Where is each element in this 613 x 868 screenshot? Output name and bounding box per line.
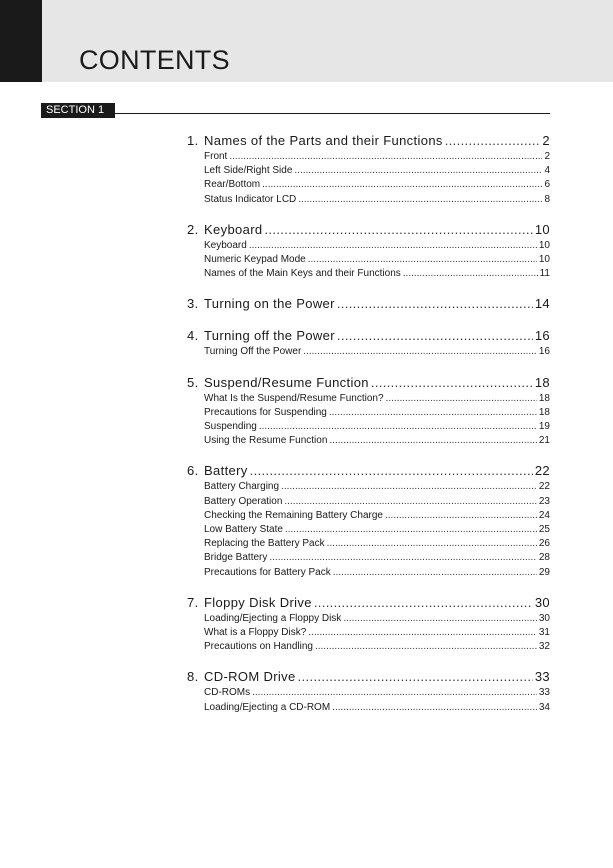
toc-chapter — [187, 593, 550, 655]
dot-leader — [298, 193, 542, 207]
chapter-number: 8. — [187, 669, 199, 685]
toc-chapter — [187, 294, 550, 313]
subentry-title: Precautions for Suspending — [204, 406, 327, 418]
toc-subentry[interactable] — [187, 434, 550, 448]
subentry-title: Numeric Keypad Mode — [204, 254, 306, 266]
dot-leader — [269, 551, 537, 565]
subentry-page-number: 23 — [538, 495, 550, 507]
toc-subentry[interactable] — [187, 640, 550, 654]
toc-subentry[interactable] — [187, 193, 550, 207]
section-label: SECTION 1 — [41, 103, 115, 118]
subentry-page-number: 10 — [538, 239, 550, 251]
subentry-title: Status Indicator LCD — [204, 193, 297, 205]
toc-chapter-entry[interactable] — [187, 593, 550, 612]
subentry-title: Front — [204, 151, 228, 162]
subentry-page-number: 31 — [538, 627, 550, 639]
dot-leader — [343, 612, 537, 626]
subentry-title: Bridge Battery — [204, 552, 268, 564]
subentry-page-number: 26 — [538, 538, 550, 550]
dot-leader — [285, 523, 537, 537]
dot-leader — [329, 434, 536, 448]
toc-subentry[interactable] — [187, 150, 550, 164]
chapter-number: 2. — [187, 221, 199, 237]
toc-subentry[interactable] — [187, 253, 550, 267]
chapter-title: Keyboard — [204, 221, 263, 237]
chapter-number: 5. — [187, 374, 199, 390]
toc-subentry[interactable] — [187, 345, 550, 359]
dot-leader — [332, 701, 537, 715]
chapter-title: Turning on the Power — [204, 296, 335, 312]
subentry-title: Using the Resume Function — [204, 435, 328, 447]
dot-leader — [333, 566, 537, 580]
chapter-title: Names of the Parts and their Functions — [204, 133, 443, 148]
subentry-title: Keyboard — [204, 239, 247, 251]
subentry-page-number: 11 — [539, 268, 550, 280]
dot-leader — [259, 420, 537, 434]
subentry-title: Loading/Ejecting a CD-ROM — [204, 701, 331, 713]
section-divider — [115, 113, 550, 114]
toc-subentry[interactable] — [187, 566, 550, 580]
subentry-title: What is a Floppy Disk? — [204, 627, 307, 639]
chapter-number: 1. — [187, 133, 199, 148]
subentry-page-number: 33 — [538, 687, 550, 699]
subentry-title: Names of the Main Keys and their Functions — [204, 268, 401, 280]
chapter-title: Suspend/Resume Function — [204, 374, 369, 390]
dot-leader — [281, 480, 537, 494]
subentry-page-number: 30 — [538, 612, 550, 624]
subentry-page-number: 34 — [538, 701, 550, 713]
toc-subentry[interactable] — [187, 164, 550, 178]
dot-leader — [403, 267, 538, 281]
subentry-page-number: 32 — [538, 641, 550, 653]
dot-leader — [308, 626, 537, 640]
subentry-page-number: 4 — [544, 165, 550, 177]
toc-subentry[interactable] — [187, 178, 550, 192]
subentry-title: CD-ROMs — [204, 687, 251, 699]
toc-chapter — [187, 667, 550, 714]
toc-subentry[interactable] — [187, 509, 550, 523]
dot-leader — [337, 326, 533, 345]
chapter-number: 7. — [187, 594, 199, 610]
subentry-page-number: 22 — [538, 481, 550, 493]
dot-leader — [294, 164, 542, 178]
dot-leader — [386, 392, 537, 406]
chapter-heading — [187, 461, 248, 480]
chapter-heading — [187, 220, 262, 239]
dot-leader — [385, 509, 537, 523]
chapter-heading — [187, 294, 335, 313]
subentry-title: Precautions on Handling — [204, 641, 313, 653]
toc-chapter — [187, 131, 550, 207]
dot-leader — [315, 640, 537, 654]
toc-subentry[interactable] — [187, 406, 550, 420]
dot-leader — [303, 345, 537, 359]
subentry-title: Loading/Ejecting a Floppy Disk — [204, 612, 342, 624]
toc-chapter — [187, 461, 550, 579]
toc-subentry[interactable] — [187, 551, 550, 565]
subentry-page-number: 16 — [538, 346, 550, 358]
chapter-heading — [187, 326, 335, 345]
dot-leader — [314, 593, 533, 612]
chapter-page-number: 18 — [534, 374, 550, 390]
toc-subentry[interactable] — [187, 420, 550, 434]
toc-chapter-entry[interactable] — [187, 131, 550, 150]
subentry-page-number: 29 — [538, 566, 550, 578]
dot-leader — [308, 253, 537, 267]
chapter-heading — [187, 593, 312, 612]
dot-leader — [329, 406, 537, 420]
dot-leader — [264, 220, 532, 239]
subentry-title: Suspending — [204, 421, 257, 433]
dot-leader — [252, 686, 537, 700]
black-tab — [0, 0, 42, 82]
toc-subentry[interactable] — [187, 523, 550, 537]
subentry-title: Battery Charging — [204, 481, 280, 493]
subentry-title: Precautions for Battery Pack — [204, 566, 331, 578]
dot-leader — [284, 495, 537, 509]
chapter-title: CD-ROM Drive — [204, 669, 296, 685]
chapter-title: Floppy Disk Drive — [204, 594, 312, 610]
subentry-title: What Is the Suspend/Resume Function? — [204, 392, 384, 404]
chapter-title: Turning off the Power — [204, 328, 335, 344]
chapter-page-number: 10 — [534, 221, 550, 237]
toc-subentry[interactable] — [187, 612, 550, 626]
toc-subentry[interactable] — [187, 495, 550, 509]
subentry-page-number: 8 — [544, 193, 550, 205]
chapter-heading — [187, 131, 443, 150]
subentry-title: Battery Operation — [204, 495, 283, 507]
dot-leader — [249, 239, 537, 253]
subentry-title: Rear/Bottom — [204, 179, 261, 191]
toc-subentry[interactable] — [187, 480, 550, 494]
table-of-contents — [187, 131, 550, 728]
subentry-title: Turning Off the Power — [204, 346, 302, 358]
subentry-page-number: 2 — [544, 151, 550, 162]
chapter-heading — [187, 667, 296, 686]
dot-leader — [250, 461, 533, 480]
chapter-page-number: 14 — [534, 296, 550, 312]
subentry-title: Replacing the Battery Pack — [204, 538, 325, 550]
dot-leader — [337, 294, 533, 313]
dot-leader — [298, 667, 533, 686]
toc-subentry[interactable] — [187, 239, 550, 253]
toc-chapter — [187, 220, 550, 282]
subentry-page-number: 19 — [538, 421, 550, 433]
chapter-page-number: 33 — [534, 669, 550, 685]
toc-subentry[interactable] — [187, 701, 550, 715]
subentry-page-number: 18 — [538, 406, 550, 418]
subentry-page-number: 18 — [538, 392, 550, 404]
chapter-title: Battery — [204, 463, 248, 479]
subentry-page-number: 6 — [544, 179, 550, 191]
chapter-number: 6. — [187, 463, 199, 479]
toc-chapter — [187, 373, 550, 449]
dot-leader — [262, 178, 542, 192]
dot-leader — [371, 373, 533, 392]
dot-leader — [229, 150, 542, 164]
subentry-title: Checking the Remaining Battery Charge — [204, 509, 383, 521]
toc-chapter-entry[interactable] — [187, 220, 550, 239]
subentry-page-number: 28 — [538, 552, 550, 564]
toc-chapter-entry[interactable] — [187, 326, 550, 345]
chapter-number: 3. — [187, 296, 199, 312]
chapter-page-number: 2 — [542, 133, 550, 148]
subentry-page-number: 10 — [538, 254, 550, 266]
subentry-page-number: 24 — [538, 509, 550, 521]
chapter-page-number: 22 — [534, 463, 550, 479]
subentry-title: Left Side/Right Side — [204, 165, 293, 177]
subentry-page-number: 25 — [538, 524, 550, 536]
toc-subentry[interactable] — [187, 686, 550, 700]
dot-leader — [445, 131, 541, 150]
toc-chapter-entry[interactable] — [187, 667, 550, 686]
dot-leader — [327, 537, 537, 551]
chapter-page-number: 30 — [534, 594, 550, 610]
toc-subentry[interactable] — [187, 392, 550, 406]
chapter-page-number: 16 — [534, 328, 550, 344]
toc-chapter — [187, 326, 550, 359]
chapter-number: 4. — [187, 328, 199, 344]
toc-chapter-entry[interactable] — [187, 373, 550, 392]
toc-chapter-entry[interactable] — [187, 461, 550, 480]
toc-subentry[interactable] — [187, 537, 550, 551]
subentry-title: Low Battery State — [204, 524, 283, 536]
toc-chapter-entry[interactable] — [187, 294, 550, 313]
chapter-heading — [187, 373, 369, 392]
toc-subentry[interactable] — [187, 267, 550, 281]
subentry-page-number: 21 — [538, 435, 550, 447]
page-title: CONTENTS — [79, 45, 230, 75]
toc-subentry[interactable] — [187, 626, 550, 640]
